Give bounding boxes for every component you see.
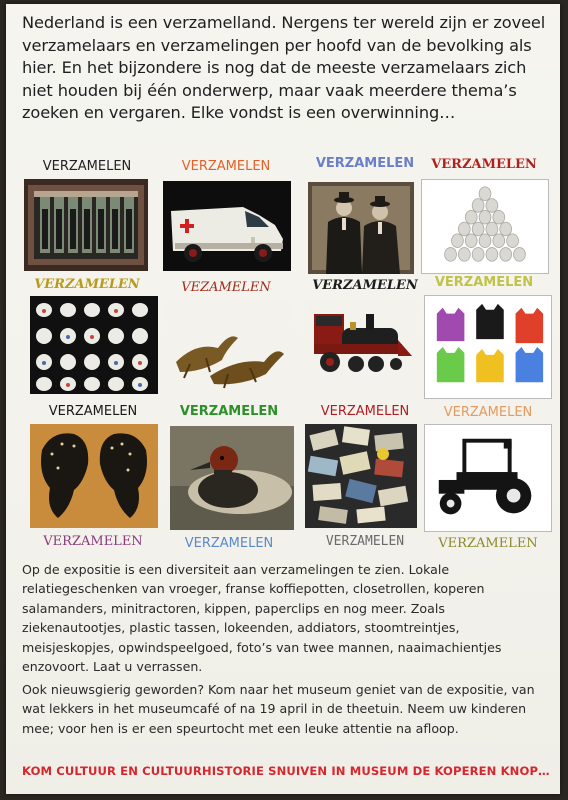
photo-paperclip-boxes <box>305 424 417 528</box>
visit-invitation: Ook nieuwsgierig geworden? Kom naar het museum geniet van de expositie, van wat lekkers in het museumcafé of na 19 april in de theetuin. Neem uw kinderen mee; voor hen is er een speurtocht met een leuke attentie na afloop. <box>22 682 535 736</box>
photo-decoy-duck <box>170 426 294 530</box>
label-gifts: VERZAMELEN <box>438 536 538 551</box>
photo-girl-heads <box>30 424 158 528</box>
label-decoy-ducks: VERZAMELEN <box>179 404 279 419</box>
collection-grid <box>6 4 560 564</box>
label-toilet-rolls: VERZAMELEN <box>431 157 537 172</box>
label-plastic-bags: VERZAMELEN <box>434 275 534 290</box>
label-girl-heads: VERZAMELEN <box>48 404 138 419</box>
photo-two-men <box>308 182 414 274</box>
label-paperclips: VERZAMELEN <box>320 404 410 419</box>
label-wind-up-toys: VERZAMELEN <box>325 534 405 549</box>
label-teapots: VERZAMELEN <box>34 277 140 292</box>
photo-steam-train <box>306 300 418 390</box>
museum-slogan: KOM CULTUUR EN CULTUURHISTORIE SNUIVEN IN MUSEUM DE KOPEREN KNOP… <box>22 764 550 778</box>
label-salamanders: VEZAMELEN <box>181 280 271 295</box>
exhibition-description: Op de expositie is een diversiteit aan verzamelingen te zien. Lokale relatiegeschenken van vroeger, franse koffiepotten, closetrollen, koperen salamanders, minitractoren, kippen, paperclips en nog meer. Zoals ziekenautootjes, plastic tassen, lokeenden, addiators, stoomtreintjes, meisjeskopjes, opwindspeelgoed, foto’s van twee mannen, naaimachientjes enzovoort. Laat u verrassen. <box>22 562 502 675</box>
photo-tractor <box>424 424 552 532</box>
label-addiators: VERZAMELEN <box>42 159 132 174</box>
label-sewing-machines: VERZAMELEN <box>43 534 143 549</box>
intro-text: Nederland is een verzamelland. Nergens ter wereld zijn er zoveel verzamelaars en verzamelingen per hoofd van de bevolking als hier. En het bijzondere is nog dat de meeste verzamelaars zich niet houden bij één onderwerp, maar vaak meerdere thema’s zoeken en vergaren. Elke vondst is een overwinning… <box>22 13 546 122</box>
label-two-men-photos: VERZAMELEN <box>315 156 415 171</box>
label-chickens: VERZAMELEN <box>184 536 274 551</box>
label-steam-trains: VERZAMELEN <box>312 278 418 293</box>
photo-addiators <box>24 179 148 271</box>
label-ambulances: VERZAMELEN <box>181 159 271 174</box>
photo-teapots <box>30 296 158 394</box>
photo-toilet-rolls <box>421 179 549 274</box>
photo-ambulance <box>163 181 291 271</box>
photo-plastic-bags <box>424 295 552 399</box>
photo-copper-salamanders <box>166 302 290 394</box>
label-tractors: VERZAMELEN <box>443 405 533 420</box>
poster-sheet <box>6 4 560 794</box>
